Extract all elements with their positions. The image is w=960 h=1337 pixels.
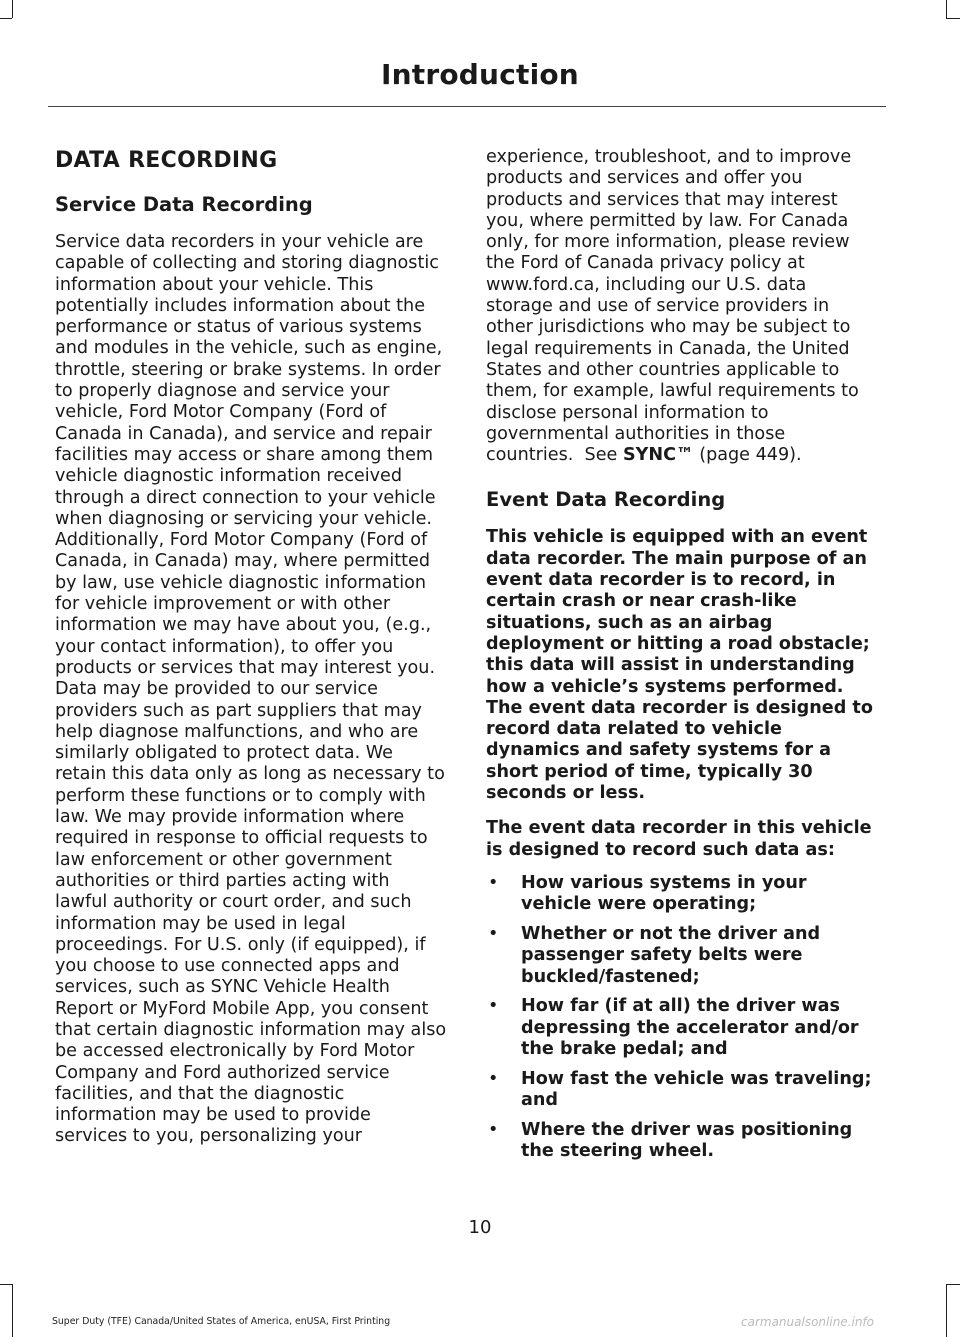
bullet-icon: • (488, 1119, 499, 1140)
crop-mark-top-right-v (946, 0, 947, 18)
list-item-text: How fast the vehicle was traveling; and (521, 1068, 872, 1111)
list-item (486, 996, 878, 1060)
cross-reference-page: (page 449). (699, 445, 802, 466)
section-title: DATA RECORDING (55, 148, 278, 173)
bullet-icon: • (488, 1068, 499, 1089)
section-subtitle: Service Data Recording (55, 193, 313, 216)
crop-mark-top-left-v (12, 0, 13, 18)
event-data-subtitle: Event Data Recording (486, 488, 726, 512)
page-number: 10 (468, 1217, 492, 1238)
list-item-text: How far (if at all) the driver was depressing the accelerator and/or the brake pedal; and (521, 996, 859, 1059)
page-header-title: Introduction (381, 58, 579, 91)
watermark: carmanualsonline.info (741, 1315, 875, 1329)
list-item (486, 924, 878, 988)
crop-mark-top-left-h (0, 18, 12, 19)
left-column (55, 140, 447, 1148)
right-column (486, 147, 878, 1171)
list-item-text: Whether or not the driver and passenger safety belts were buckled/fastened; (521, 924, 821, 987)
list-item-text: How various systems in your vehicle were operating; (521, 872, 807, 915)
see-label: See (584, 445, 618, 466)
list-item (486, 1069, 878, 1112)
list-item-text: Where the driver was positioning the steering wheel. (521, 1119, 853, 1162)
crop-mark-top-right-h (946, 18, 960, 19)
continuation-text: experience, troubleshoot, and to improve products and services and offer you products and services that may interest you, where permitted by law. For Canada only, for more information, please review the Ford of Canada privacy policy at www.ford.ca, including our U.S. data storage and use of service providers in other jurisdictions who may be subject to legal requirements in Canada, the United States and other countries applicable to them, for example, lawful requirements to disclose personal information to governmental authorities in those countries. (486, 147, 859, 466)
continued-paragraph (486, 147, 878, 466)
event-data-paragraph: This vehicle is equipped with an event data recorder. The main purpose of an event data recorder is to record, in certain crash or near crash-like situations, such as an airbag deployment or hitting a road obstacle; this data will assist in understanding how a vehicle’s systems performed. The event data recorder is designed to record data related to vehicle dynamics and safety systems for a short period of time, typically 30 seconds or less. (486, 527, 873, 804)
event-data-list-intro: The event data recorder in this vehicle is designed to record such data as: (486, 818, 872, 860)
service-data-paragraph: Service data recorders in your vehicle are capable of collecting and storing diagnostic information about your vehicle. This potentially includes information about the performance or status of various systems and modules in the vehicle, such as engine, throttle, steering or brake systems. In order to properly diagnose and service your vehicle, Ford Motor Company (Ford of Canada in Canada), and service and repair facilities may access or share among them vehicle diagnostic information received through a direct connection to your vehicle when diagnosing or servicing your vehicle. Additionally, Ford Motor Company (Ford of Canada, in Canada) may, where permitted by law, use vehicle diagnostic information for vehicle improvement or with other information we may have about you, (e.g., your contact information), to offer you products or services that may interest you. Data may be provided to our service providers such as part suppliers that may help diagnose malfunctions, and who are similarly obligated to protect data. We retain this data only as long as necessary to perform these functions or to comply with law. We may provide information where required in response to official requests to law enforcement or other government authorities or third parties acting with lawful authority or court order, and such information may be used in legal proceedings. For U.S. only (if equipped), if you choose to use connected apps and services, such as SYNC Vehicle Health Report or MyFord Mobile App, you consent that certain diagnostic information may also be accessed electronically by Ford Motor Company and Ford authorized service facilities, and that the diagnostic information may be used to provide services to you, personalizing your (55, 232, 447, 1147)
crop-mark-bottom-right-h (946, 1284, 960, 1285)
crop-mark-bottom-left-v (12, 1284, 13, 1337)
bullet-icon: • (488, 996, 499, 1017)
crop-mark-bottom-left-h (0, 1284, 12, 1285)
sync-cross-reference-link[interactable]: SYNC™ (622, 445, 694, 466)
bullet-icon: • (488, 872, 499, 893)
header-divider (48, 106, 886, 107)
footer-edition-text: Super Duty (TFE) Canada/United States of America, enUSA, First Printing (52, 1316, 391, 1327)
list-item (486, 1120, 878, 1163)
bullet-icon: • (488, 924, 499, 944)
list-item (486, 873, 878, 916)
crop-mark-bottom-right-v (946, 1284, 947, 1337)
recorded-data-list (486, 873, 878, 1163)
